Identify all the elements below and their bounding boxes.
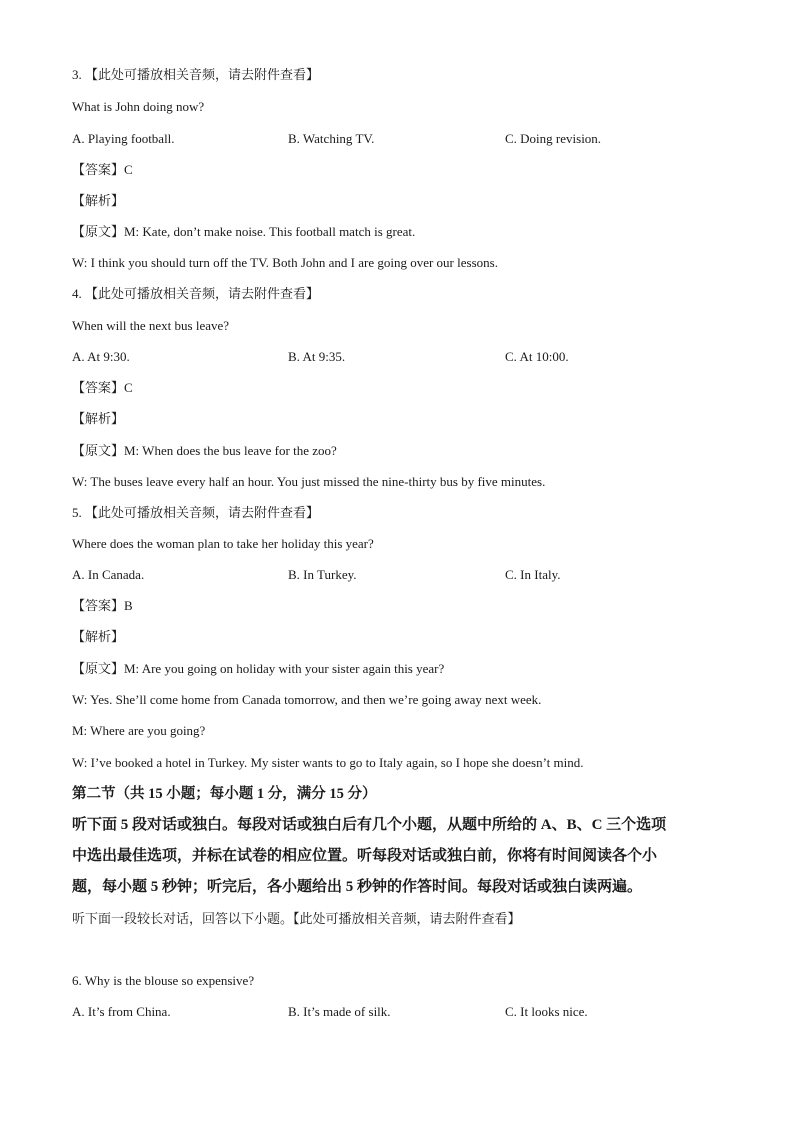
question-5-transcript-line: 【原文】M: Are you going on holiday with your sister again this year? xyxy=(72,661,445,676)
section-instruction-line: 题，每小题 5 秒钟；听完后，各小题给出 5 秒钟的作答时间。每段对话或独白读两遍。 xyxy=(72,879,643,895)
question-3-transcript-line: W: I think you should turn off the TV. Both John and I are going over our lessons. xyxy=(72,255,498,270)
option-b: B. At 9:35. xyxy=(288,349,346,364)
question-3-options xyxy=(72,130,772,148)
question-4-transcript-line: W: The buses leave every half an hour. You just missed the nine-thirty bus by five minutes. xyxy=(72,474,546,489)
question-5-transcript-line: W: I’ve booked a hotel in Turkey. My sister wants to go to Italy again, so I hope she doesn’t mind. xyxy=(72,755,584,770)
section-sub-instruction: 听下面一段较长对话，回答以下小题。【此处可播放相关音频，请去附件查看】 xyxy=(72,911,521,926)
option-c: C. It looks nice. xyxy=(505,1004,588,1019)
question-5-answer: 【答案】B xyxy=(72,598,133,613)
section-instruction-line: 听下面 5 段对话或独白。每段对话或独白后有几个小题，从题中所给的 A、B、C 三个选项 xyxy=(72,817,667,833)
question-5-options xyxy=(72,566,772,584)
question-5-transcript-line: M: Where are you going? xyxy=(72,723,206,738)
option-a: A. At 9:30. xyxy=(72,349,130,364)
question-3-analysis: 【解析】 xyxy=(72,193,125,208)
option-a: A. Playing football. xyxy=(72,131,175,146)
question-5-analysis: 【解析】 xyxy=(72,629,125,644)
section-heading: 第二节（共 15 小题；每小题 1 分，满分 15 分） xyxy=(72,786,377,802)
question-5-transcript-line: W: Yes. She’ll come home from Canada tomorrow, and then we’re going away next week. xyxy=(72,692,542,707)
option-b: B. Watching TV. xyxy=(288,131,375,146)
question-4-transcript-line: 【原文】M: When does the bus leave for the zoo? xyxy=(72,443,337,458)
option-c: C. Doing revision. xyxy=(505,131,602,146)
question-3-transcript-line: 【原文】M: Kate, don’t make noise. This football match is great. xyxy=(72,224,416,239)
question-4-options xyxy=(72,348,772,366)
option-b: B. In Turkey. xyxy=(288,567,357,582)
section-instruction-line: 中选出最佳选项，并标在试卷的相应位置。听每段对话或独白前，你将有时间阅读各个小 xyxy=(72,848,658,864)
question-5-title: 5. 【此处可播放相关音频，请去附件查看】 xyxy=(72,505,320,520)
question-4-title: 4. 【此处可播放相关音频，请去附件查看】 xyxy=(72,286,320,301)
option-c: C. In Italy. xyxy=(505,567,561,582)
question-4-analysis: 【解析】 xyxy=(72,411,125,426)
question-4-text: When will the next bus leave? xyxy=(72,318,230,333)
question-3-answer: 【答案】C xyxy=(72,162,133,177)
option-c: C. At 10:00. xyxy=(505,349,569,364)
option-a: A. In Canada. xyxy=(72,567,145,582)
option-a: A. It’s from China. xyxy=(72,1004,171,1019)
question-3-title: 3. 【此处可播放相关音频，请去附件查看】 xyxy=(72,67,320,82)
question-6-options xyxy=(72,1003,772,1021)
question-3-text: What is John doing now? xyxy=(72,99,205,114)
question-4-answer: 【答案】C xyxy=(72,380,133,395)
option-b: B. It’s made of silk. xyxy=(288,1004,391,1019)
question-6-text: 6. Why is the blouse so expensive? xyxy=(72,973,255,988)
question-5-text: Where does the woman plan to take her holiday this year? xyxy=(72,536,374,551)
